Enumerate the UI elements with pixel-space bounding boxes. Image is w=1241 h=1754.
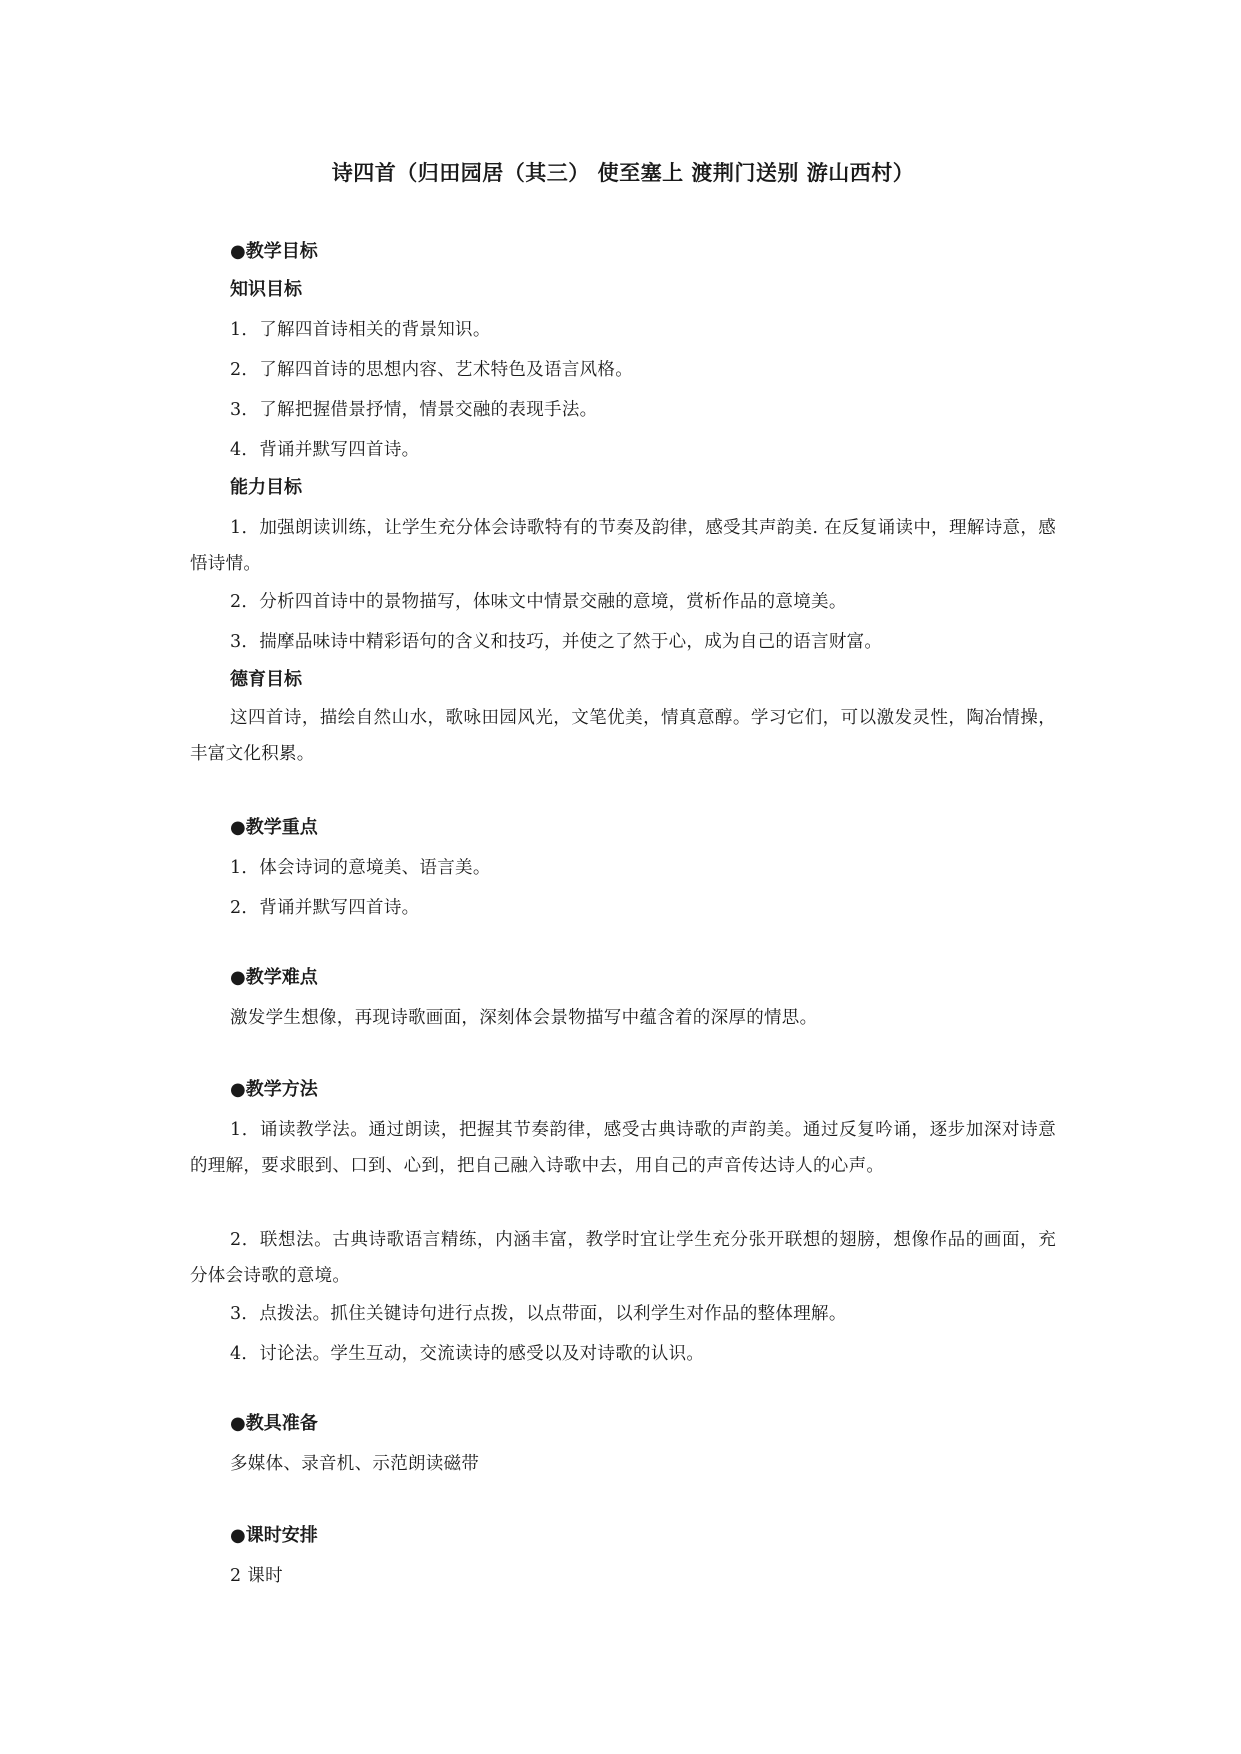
knowledge-item-4: 4．背诵并默写四首诗。	[230, 440, 420, 460]
method-item-4: 4．讨论法。学生互动，交流读诗的感受以及对诗歌的认识。	[230, 1344, 705, 1364]
difficulties-heading: ●教学难点	[230, 967, 318, 988]
difficulties-text: 激发学生想像，再现诗歌画面，深刻体会景物描写中蕴含着的深厚的情思。	[230, 1008, 818, 1028]
knowledge-item-3: 3．了解把握借景抒情，情景交融的表现手法。	[230, 400, 598, 420]
moral-objectives-text: 这四首诗，描绘自然山水，歌咏田园风光，文笔优美，情真意醇。学习它们，可以激发灵性，陶冶情操，丰富文化积累。	[190, 708, 1056, 764]
knowledge-item-2: 2．了解四首诗的思想内容、艺术特色及语言风格。	[230, 360, 634, 380]
document-title: 诗四首（归田园居（其三） 使至塞上 渡荆门送别 游山西村）	[331, 161, 915, 185]
knowledge-objectives-heading: 知识目标	[230, 279, 302, 300]
method-item-3: 3．点拨法。抓住关键诗句进行点拨，以点带面，以利学生对作品的整体理解。	[230, 1304, 847, 1324]
method-item-1: 1．诵读教学法。通过朗读，把握其节奏韵律，感受古典诗歌的声韵美。通过反复吟诵，逐步加深对诗意的理解，要求眼到、口到、心到，把自己融入诗歌中去，用自己的声音传达诗人的心声。	[190, 1120, 1056, 1176]
document-page	[190, 0, 1056, 1754]
ability-objectives-heading: 能力目标	[230, 477, 302, 498]
key-point-item-2: 2．背诵并默写四首诗。	[230, 898, 420, 918]
key-point-item-1: 1．体会诗词的意境美、语言美。	[230, 858, 491, 878]
objectives-heading: ●教学目标	[230, 241, 318, 262]
ability-item-3: 3．揣摩品味诗中精彩语句的含义和技巧，并使之了然于心，成为自己的语言财富。	[230, 632, 883, 652]
ability-item-2: 2．分析四首诗中的景物描写，体味文中情景交融的意境，赏析作品的意境美。	[230, 592, 847, 612]
ability-item-1: 1．加强朗读训练，让学生充分体会诗歌特有的节奏及韵律，感受其声韵美. 在反复诵读中，理解诗意，感悟诗情。	[190, 518, 1056, 574]
tools-heading: ●教具准备	[230, 1413, 318, 1434]
tools-text: 多媒体、录音机、示范朗读磁带	[230, 1454, 480, 1474]
methods-heading: ●教学方法	[230, 1079, 318, 1100]
key-points-heading: ●教学重点	[230, 817, 318, 838]
knowledge-item-1: 1．了解四首诗相关的背景知识。	[230, 320, 491, 340]
schedule-text: 2 课时	[230, 1566, 283, 1586]
method-item-2: 2．联想法。古典诗歌语言精练，内涵丰富，教学时宜让学生充分张开联想的翅膀，想像作品的画面，充分体会诗歌的意境。	[190, 1230, 1056, 1286]
moral-objectives-heading: 德育目标	[230, 669, 302, 690]
schedule-heading: ●课时安排	[230, 1525, 318, 1546]
